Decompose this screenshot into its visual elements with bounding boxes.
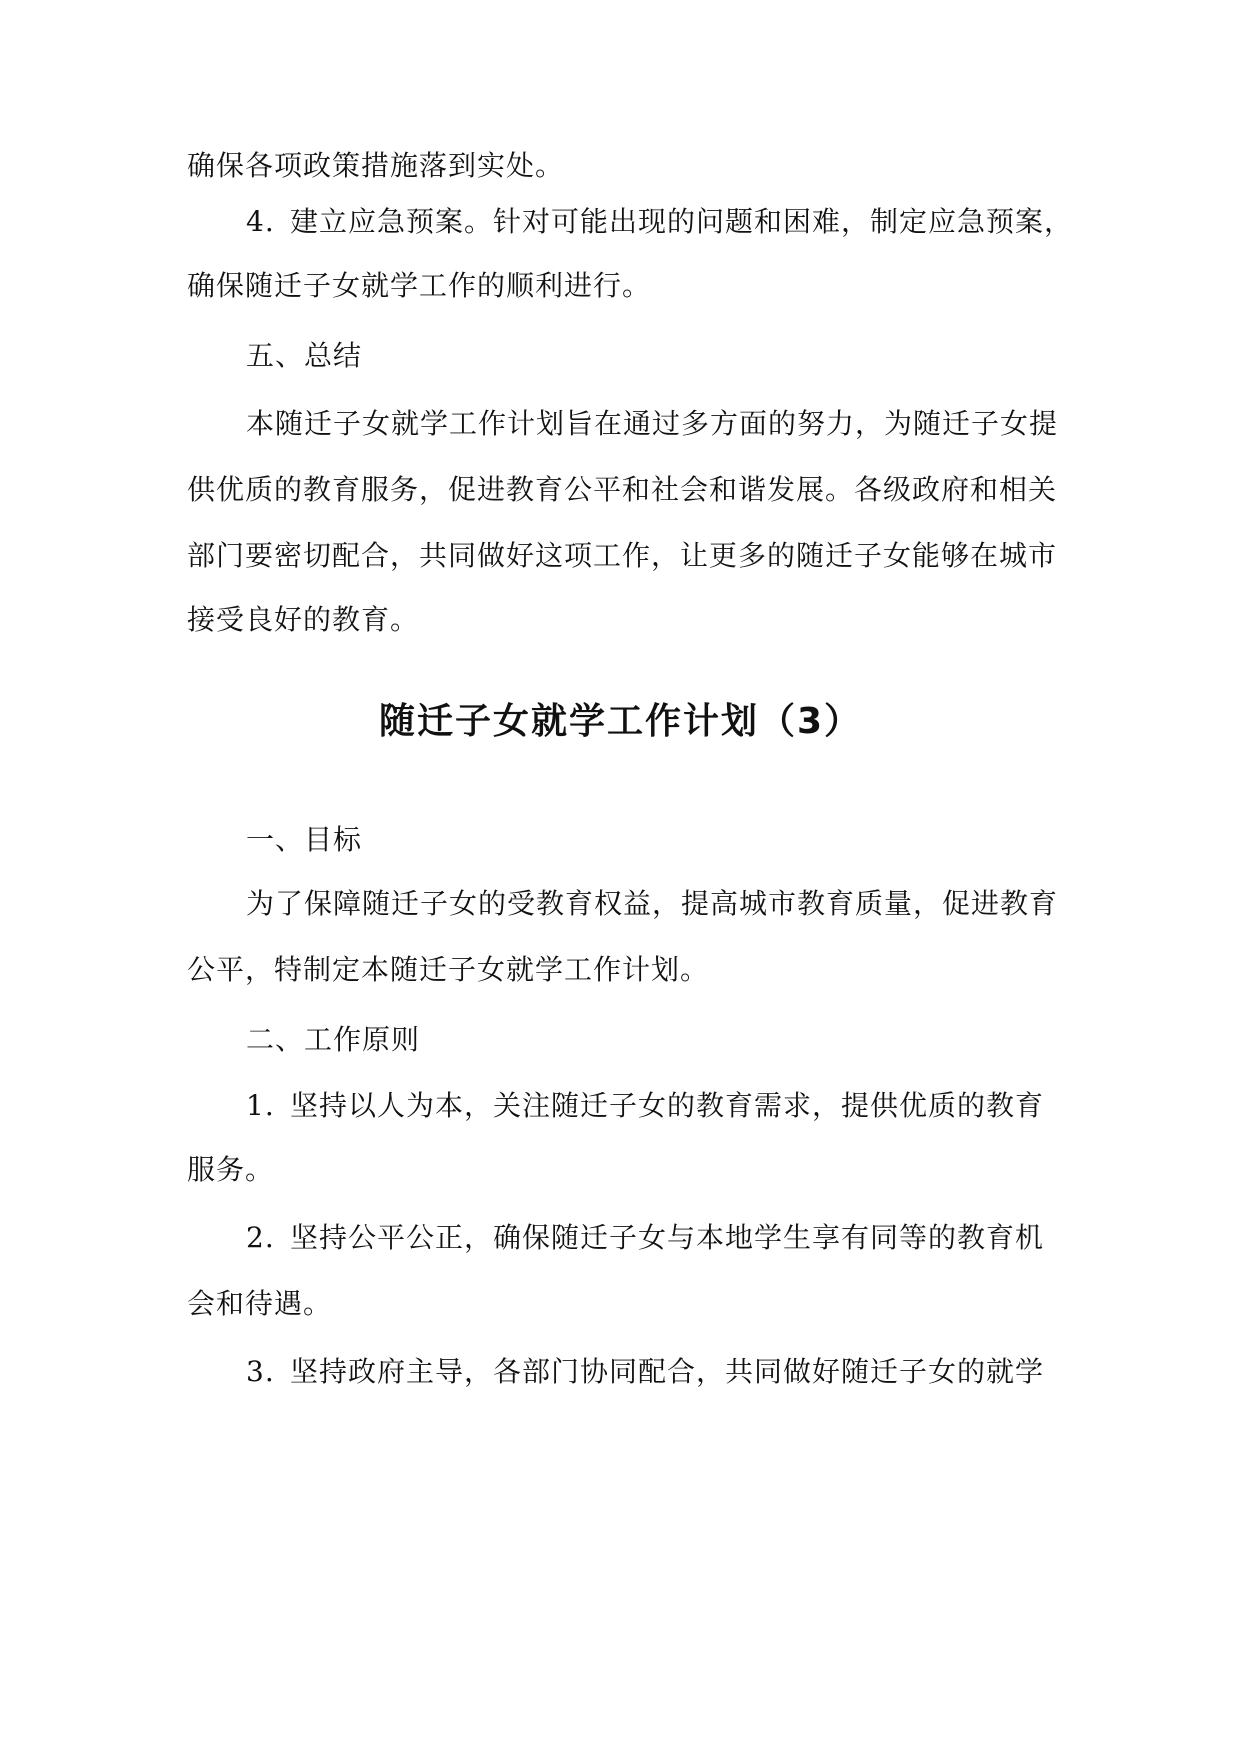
- principle-item-3-line1: [246, 1352, 1044, 1392]
- list-number: 1.: [246, 1089, 275, 1122]
- list-number: 3.: [246, 1355, 275, 1388]
- section-heading-summary: 五、总结: [246, 339, 363, 372]
- list-item-4-line1: [246, 202, 1073, 242]
- summary-line: 部门要密切配合，共同做好这项工作，让更多的随迁子女能够在城市: [187, 539, 1058, 572]
- principle-item-2-line1: [246, 1218, 1044, 1258]
- list-number: 4.: [246, 205, 275, 238]
- goal-line: 为了保障随迁子女的受教育权益，提高城市教育质量，促进教育: [246, 887, 1059, 920]
- list-text: 坚持公平公正，确保随迁子女与本地学生享有同等的教育机: [290, 1221, 1045, 1254]
- paragraph-line: 确保各项政策措施落到实处。: [187, 149, 565, 182]
- summary-line: 本随迁子女就学工作计划旨在通过多方面的努力，为随迁子女提: [246, 407, 1059, 440]
- document-title: 随迁子女就学工作计划（3）: [378, 701, 863, 742]
- list-text: 坚持政府主导，各部门协同配合，共同做好随迁子女的就学: [290, 1355, 1045, 1388]
- principle-item-1-line2: 服务。: [187, 1153, 275, 1186]
- principle-item-2-line2: 会和待遇。: [187, 1287, 333, 1320]
- list-text: 建立应急预案。针对可能出现的问题和困难，制定应急预案，: [290, 205, 1074, 238]
- goal-line: 公平，特制定本随迁子女就学工作计划。: [187, 953, 710, 986]
- list-text: 坚持以人为本，关注随迁子女的教育需求，提供优质的教育: [290, 1089, 1045, 1122]
- section-heading-principles: 二、工作原则: [246, 1023, 421, 1056]
- list-item-4-line2: 确保随迁子女就学工作的顺利进行。: [187, 269, 652, 302]
- summary-line: 供优质的教育服务，促进教育公平和社会和谐发展。各级政府和相关: [187, 473, 1058, 506]
- summary-line: 接受良好的教育。: [187, 603, 420, 636]
- list-number: 2.: [246, 1221, 275, 1254]
- principle-item-1-line1: [246, 1086, 1044, 1126]
- section-heading-goal: 一、目标: [246, 823, 363, 856]
